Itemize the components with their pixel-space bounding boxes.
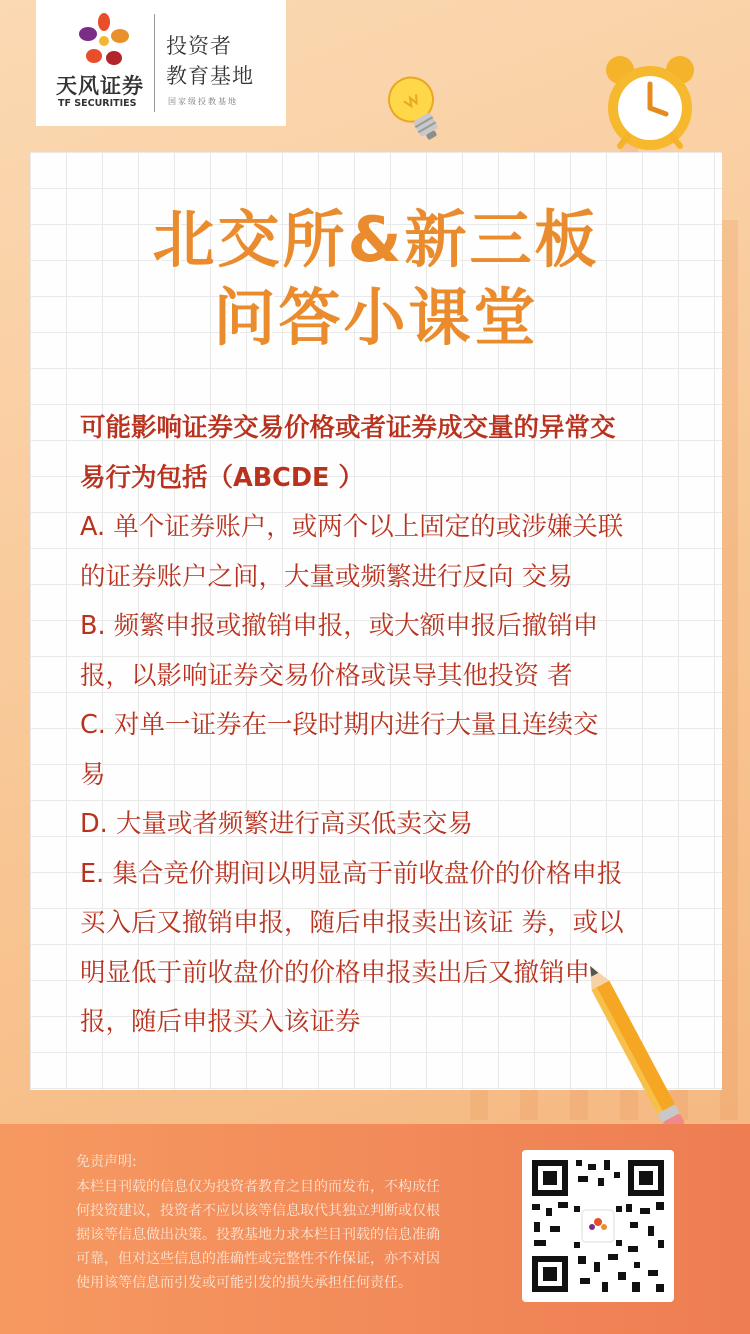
tf-flower-logo-icon	[76, 12, 132, 70]
base-title-line1: 投资者	[166, 34, 232, 58]
disclaimer-line: 据该等信息做出决策。投教基地力求本栏目刊载的信息准确	[76, 1227, 440, 1243]
answer-line: C. 对单一证券在一段时期内进行大量且连续交	[80, 710, 599, 740]
base-subtitle: 国家级投教基地	[168, 97, 238, 106]
title-line1: 北交所&新三板	[152, 203, 600, 276]
answer-line: 报，随后申报买入该证券	[80, 1007, 361, 1037]
disclaimer-line: 可靠，但对这些信息的准确性或完整性不作保证，亦不对因	[76, 1251, 440, 1267]
disclaimer-line: 本栏目刊载的信息仅为投资者教育之目的而发布，不构成任	[76, 1179, 440, 1195]
title-line2: 问答小课堂	[213, 281, 539, 354]
logo-divider	[154, 14, 155, 112]
question-line2: 易行为包括（ABCDE ）	[80, 462, 364, 493]
answer-line: D. 大量或者频繁进行高买低卖交易	[80, 809, 473, 839]
qr-code-icon	[522, 1150, 674, 1302]
answer-line: B. 频繁申报或撤销申报，或大额申报后撤销申	[80, 611, 599, 641]
answer-line: 易	[80, 759, 106, 790]
disclaimer-title: 免责声明:	[76, 1154, 137, 1170]
qa-content	[80, 404, 700, 1048]
content-card	[30, 152, 722, 1090]
answer-line: 买入后又撤销申报，随后申报卖出该证 券，或以	[80, 908, 624, 938]
alarm-clock-icon	[598, 52, 702, 156]
base-title-line2: 教育基地	[166, 64, 254, 88]
disclaimer-text	[76, 1175, 500, 1295]
light-bulb-icon	[380, 70, 454, 150]
pencil-icon	[588, 966, 688, 1146]
answer-line: E. 集合竞价期间以明显高于前收盘价的价格申报	[80, 858, 623, 889]
disclaimer-line: 使用该等信息而引发或可能引发的损失承担任何责任。	[76, 1275, 412, 1291]
logo-box	[36, 0, 286, 126]
brand-name-en: TF SECURITIES	[58, 98, 137, 109]
answer-line: A. 单个证券账户，或两个以上固定的或涉嫌关联	[80, 512, 624, 542]
answer-line: 的证券账户之间，大量或频繁进行反向 交易	[80, 561, 573, 592]
brand-name-cn: 天风证券	[56, 74, 144, 98]
answer-line: 明显低于前收盘价的价格申报卖出后又撤销申	[80, 957, 591, 988]
disclaimer-footer	[0, 1124, 750, 1334]
answer-line: 报，以影响证券交易价格或误导其他投资 者	[80, 660, 573, 691]
disclaimer-line: 何投资建议，投资者不应以该等信息取代其独立判断或仅根	[76, 1203, 440, 1219]
question-line1: 可能影响证券交易价格或者证券成交量的异常交	[80, 413, 616, 443]
